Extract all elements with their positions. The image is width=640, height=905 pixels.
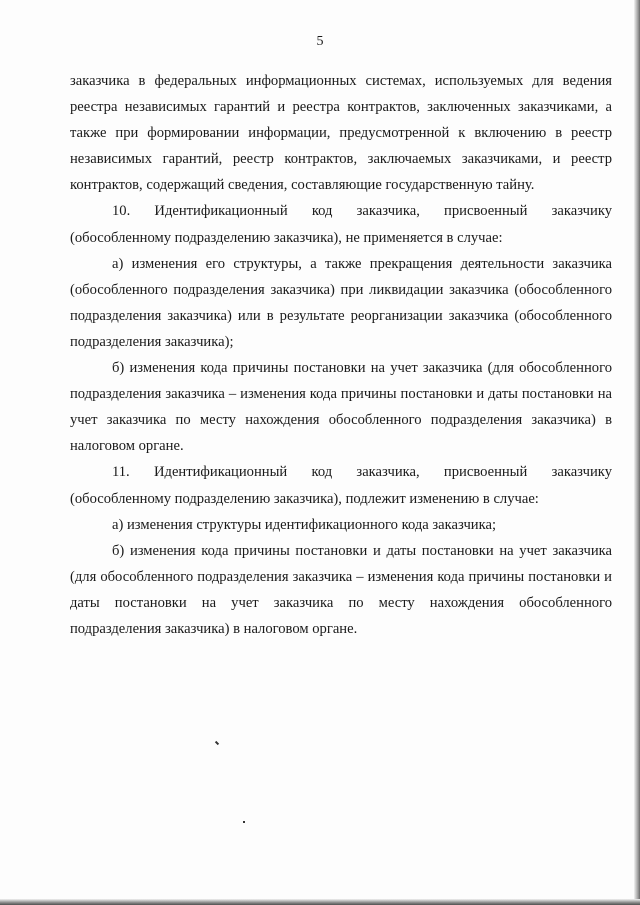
scan-speck	[215, 741, 219, 745]
paragraph-continuation: заказчика в федеральных информационных системах, используемых для ведения реестра независимых гарантий и реестра контрактов, заключенных заказчиками, а также при формировании информации, предусмотренной к включению в реестр независимых гарантий, реестр контрактов, заключаемых заказчиками, и реестр контрактов, содержащий сведения, составляющие государственную тайну.	[70, 73, 612, 194]
scan-speck	[243, 821, 245, 823]
paragraph-11: 11. Идентификационный код заказчика, присвоенный заказчику (обособленному подразделению заказчика), подлежит изменению в случае:	[70, 464, 612, 507]
document-body	[70, 68, 612, 642]
scan-edge-right	[634, 0, 640, 905]
paragraph-10-b: б) изменения кода причины постановки на учет заказчика (для обособленного подразделения заказчика – изменения кода причины постановки и даты постановки на учет заказчика по месту нахождения обособленного подразделения заказчика) в налоговом органе.	[70, 360, 612, 455]
page-number: 5	[316, 34, 324, 49]
paragraph-10-a: а) изменения его структуры, а также прекращения деятельности заказчика (обособленного подразделения заказчика) при ликвидации заказчика (обособленного подразделения заказчика) или в результате реорганизации заказчика (обособленного подразделения заказчика);	[70, 255, 612, 350]
scan-edge-bottom	[0, 899, 640, 905]
paragraph-11-b: б) изменения кода причины постановки и даты постановки на учет заказчика (для обособленного подразделения заказчика – изменения кода причины постановки и даты постановки на учет заказчика по месту нахождения обособленного подразделения заказчика) в налоговом органе.	[70, 542, 612, 637]
paragraph-10: 10. Идентификационный код заказчика, присвоенный заказчику (обособленному подразделению заказчика), не применяется в случае:	[70, 203, 612, 246]
paragraph-11-a: а) изменения структуры идентификационного кода заказчика;	[112, 516, 497, 533]
